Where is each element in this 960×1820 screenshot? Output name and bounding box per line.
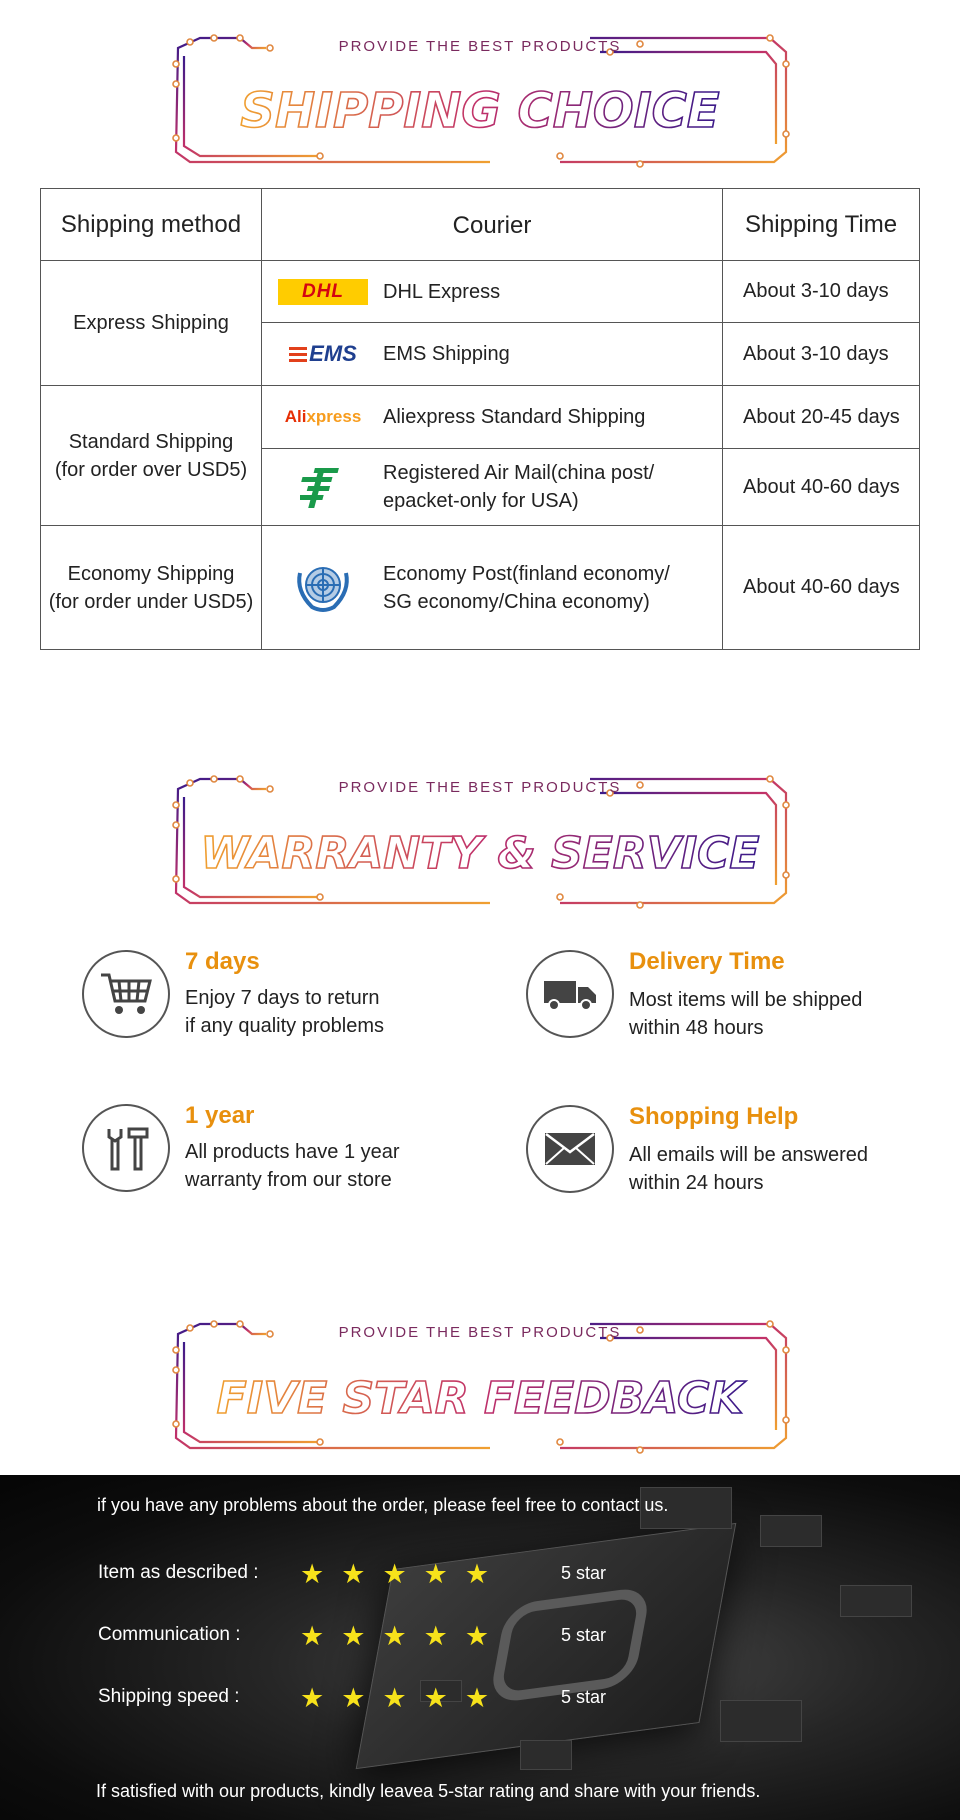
star-icon: ★ <box>464 1559 490 1589</box>
courier-name-cont: epacket-only for USA) <box>383 490 579 512</box>
star-icon: ★ <box>423 1683 448 1713</box>
header-shipping-method: Shipping method <box>41 189 262 261</box>
courier-name: DHL Express <box>383 280 501 303</box>
courier-cell <box>262 386 723 449</box>
feature-desc: All products have 1 year warranty from our store <box>185 1141 400 1191</box>
group-economy-shipping <box>41 526 262 650</box>
banner-title-text: SHIPPING CHOICE <box>240 83 720 139</box>
banner-subtitle: PROVIDE THE BEST PRODUCTS <box>338 779 622 796</box>
banner-subtitle: PROVIDE THE BEST PRODUCTS <box>338 1324 622 1341</box>
method-note: (for order under USD5) <box>48 590 254 613</box>
method-label: Express Shipping <box>73 312 229 334</box>
feature-desc: Most items will be shipped within 48 hours <box>629 989 863 1039</box>
feature-desc: Enjoy 7 days to return if any quality problems <box>185 987 384 1037</box>
star-icon: ★ <box>300 1621 325 1651</box>
rating-row <box>98 1684 798 1714</box>
star-rating <box>300 1560 489 1588</box>
table-row <box>41 526 920 650</box>
un-globe-logo <box>290 559 356 617</box>
shipping-time: About 40-60 days <box>723 526 920 650</box>
star-icon: ★ <box>382 1621 407 1651</box>
feature-delivery <box>526 950 926 1060</box>
courier-cell <box>262 449 723 526</box>
rating-row <box>98 1560 798 1590</box>
method-label: Standard Shipping <box>68 430 234 453</box>
china-post-logo <box>300 464 346 510</box>
rating-row <box>98 1622 798 1652</box>
group-standard-shipping <box>41 386 262 526</box>
feedback-panel <box>0 1475 960 1820</box>
star-icon: ★ <box>382 1683 407 1713</box>
star-icon: ★ <box>341 1621 366 1651</box>
header-courier: Courier <box>262 189 723 261</box>
courier-name: Economy Post(finland economy/ <box>383 562 670 585</box>
footer-text: If satisfied with our products, kindly leavea 5-star rating and share with your friends. <box>96 1781 761 1801</box>
shipping-banner <box>170 34 790 174</box>
table-row <box>41 386 920 449</box>
feature-title: Shopping Help <box>629 1103 799 1130</box>
courier-cell <box>262 261 723 323</box>
shipping-table <box>40 188 920 650</box>
feedback-banner <box>170 1320 790 1460</box>
rating-label: Shipping speed : <box>98 1686 240 1707</box>
banner-subtitle: PROVIDE THE BEST PRODUCTS <box>338 38 622 55</box>
rating-label: Communication : <box>98 1624 241 1645</box>
star-icon: ★ <box>341 1683 366 1713</box>
courier-name: Aliexpress Standard Shipping <box>383 406 646 428</box>
shopping-cart-icon <box>82 950 170 1038</box>
courier-cell <box>262 323 723 386</box>
feature-return <box>82 950 482 1060</box>
star-rating <box>300 1622 489 1650</box>
group-express-shipping <box>41 261 262 386</box>
banner-title <box>170 62 790 152</box>
method-note: (for order over USD5) <box>54 458 248 481</box>
banner-title-text: FIVE STAR FEEDBACK <box>216 1373 744 1424</box>
star-icon: ★ <box>423 1621 448 1651</box>
rating-value: 5 star <box>561 1625 607 1645</box>
star-icon: ★ <box>464 1683 490 1713</box>
feature-title: 1 year <box>185 1102 255 1129</box>
shipping-time: About 40-60 days <box>723 449 920 526</box>
courier-name: Registered Air Mail(china post/ <box>383 462 655 484</box>
shipping-time: About 3-10 days <box>723 261 920 323</box>
dhl-logo: DHL <box>278 279 368 305</box>
ems-logo: EMS <box>289 341 357 367</box>
aliexpress-logo: Alixpress <box>284 407 362 426</box>
rating-label: Item as described : <box>98 1562 259 1583</box>
banner-title-text: WARRANTY & SERVICE <box>200 828 760 879</box>
feature-help <box>526 1105 926 1215</box>
star-icon: ★ <box>300 1683 325 1713</box>
header-shipping-time: Shipping Time <box>723 189 920 261</box>
star-icon: ★ <box>464 1621 490 1651</box>
shipping-time: About 3-10 days <box>723 323 920 386</box>
rating-value: 5 star <box>561 1687 607 1707</box>
feature-title: Delivery Time <box>629 948 785 975</box>
feature-warranty <box>82 1104 482 1214</box>
banner-title <box>170 1348 790 1438</box>
envelope-icon <box>526 1105 614 1193</box>
courier-name: EMS Shipping <box>383 343 510 365</box>
courier-name-cont: SG economy/China economy) <box>383 590 650 613</box>
feature-title: 7 days <box>185 948 260 975</box>
shipping-time: About 20-45 days <box>723 386 920 449</box>
star-icon: ★ <box>423 1559 448 1589</box>
feature-desc: All emails will be answered within 24 hours <box>629 1144 868 1194</box>
tools-icon <box>82 1104 170 1192</box>
warranty-banner <box>170 775 790 915</box>
star-icon: ★ <box>382 1559 407 1589</box>
star-icon: ★ <box>341 1559 366 1589</box>
method-label: Economy Shipping <box>67 562 235 585</box>
contact-text: if you have any problems about the order, please feel free to contact us. <box>97 1495 669 1515</box>
courier-cell <box>262 526 723 650</box>
rating-value: 5 star <box>561 1563 607 1583</box>
star-icon: ★ <box>300 1559 325 1589</box>
table-row <box>41 261 920 323</box>
star-rating <box>300 1684 489 1712</box>
delivery-truck-icon <box>526 950 614 1038</box>
table-header-row <box>41 189 920 261</box>
banner-title <box>170 803 790 893</box>
